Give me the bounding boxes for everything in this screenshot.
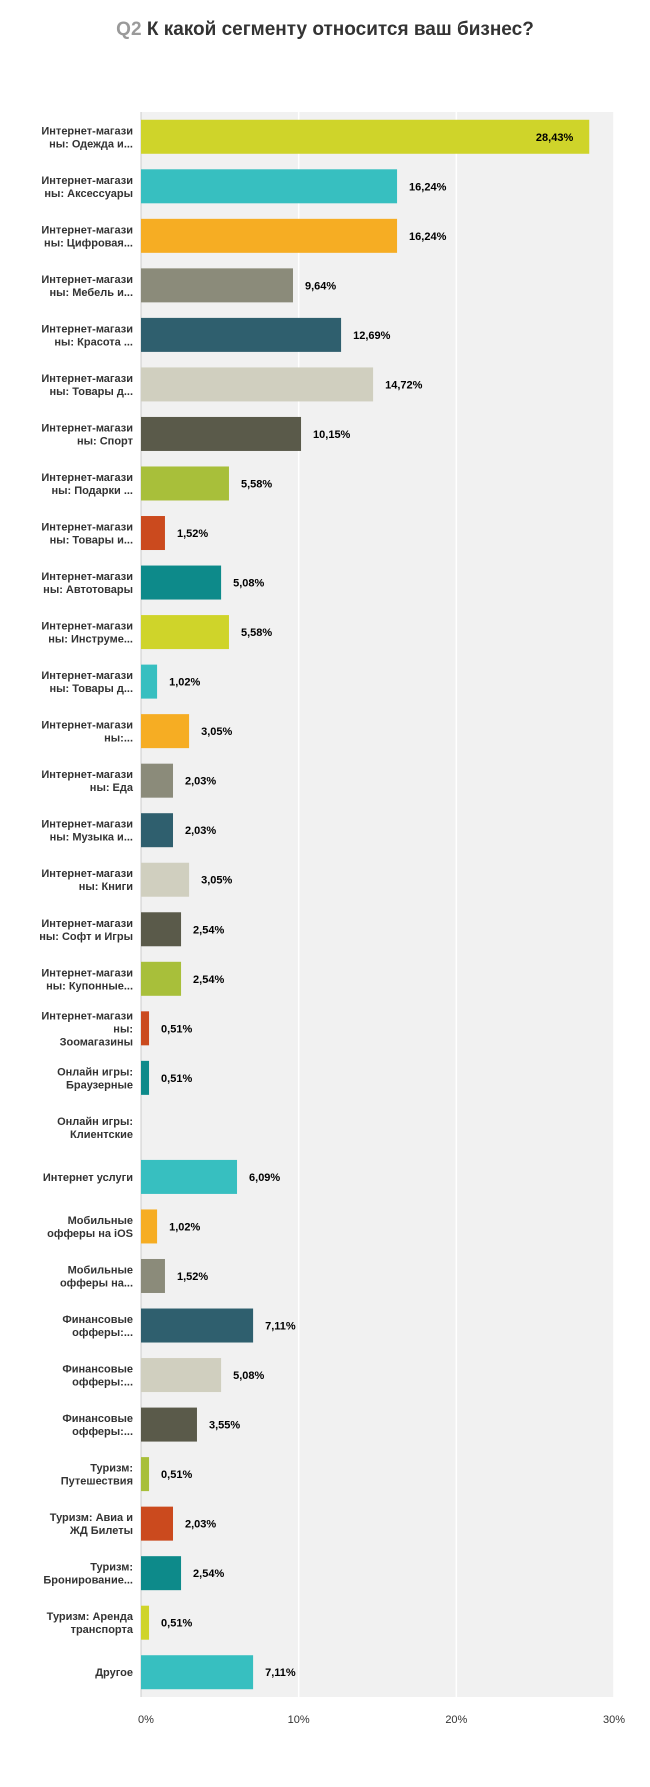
category-label-line: Интернет-магази [41, 868, 133, 881]
category-label-line: Мобильные [67, 1214, 133, 1227]
bar [141, 1209, 157, 1243]
bar-value-label: 1,52% [176, 528, 209, 541]
bar [141, 1556, 181, 1590]
bar-value-label: 0,51% [161, 1023, 193, 1036]
category-label-line: офферы на... [59, 1277, 133, 1290]
category-label-line: ны: Товары д... [49, 683, 133, 696]
category-label [41, 274, 133, 299]
category-label [41, 621, 133, 646]
category-label [61, 1463, 133, 1488]
bar-value-label: 16,24% [409, 181, 447, 194]
category-label [41, 769, 133, 794]
bar [141, 1160, 237, 1194]
bar-value-label: 2,54% [193, 924, 225, 937]
bar [141, 1259, 165, 1293]
category-label-line: транспорта [70, 1624, 133, 1637]
bar [141, 1358, 221, 1392]
bar [141, 417, 301, 451]
bar [141, 665, 157, 699]
bar-value-label: 5,08% [233, 1370, 265, 1383]
bar [141, 1309, 253, 1343]
category-label [39, 918, 133, 943]
category-label-line: ЖД Билеты [69, 1525, 133, 1538]
category-label [41, 472, 133, 497]
category-label [41, 868, 133, 893]
category-label-line: Бронирование... [43, 1574, 133, 1587]
category-label [62, 1314, 133, 1339]
category-label-line: Путешествия [60, 1475, 133, 1488]
bar-value-label: 2,03% [185, 775, 217, 788]
bar-value-label: 0,51% [161, 1072, 193, 1085]
bar-value-label: 7,11% [265, 1320, 296, 1333]
category-label [41, 224, 133, 249]
category-label [41, 373, 133, 398]
category-label-line: Интернет-магази [41, 1010, 133, 1023]
category-label-line: Клиентские [70, 1128, 133, 1141]
category-label-line: Интернет-магази [41, 273, 133, 286]
category-label-line: офферы на iOS [47, 1227, 133, 1240]
bar-value-label: 28,43% [535, 131, 574, 144]
category-label-line: Интернет-магази [41, 620, 133, 633]
bar [141, 912, 181, 946]
category-label [41, 522, 133, 547]
x-tick-label: 20% [445, 1714, 468, 1726]
bar [141, 1655, 253, 1689]
category-label-line: Интернет-магази [41, 224, 133, 237]
bar [141, 219, 397, 253]
category-label-line: Интернет-магази [41, 571, 133, 584]
bar-value-label: 6,09% [249, 1171, 281, 1184]
category-label [62, 1413, 133, 1438]
category-label [60, 1264, 133, 1289]
category-label-line: Мобильные [67, 1264, 133, 1277]
category-label [41, 1010, 133, 1048]
category-label-line: ны: Аксессуары [44, 187, 133, 200]
category-label-line: ны: Автотовары [43, 584, 133, 597]
category-label-line: Онлайн игры: [57, 1066, 133, 1079]
category-label-line: ны: Товары д... [49, 385, 133, 398]
category-label [57, 1066, 133, 1091]
category-label-line: Туризм: Авиа и [49, 1512, 133, 1525]
category-label-line: Другое [95, 1667, 133, 1680]
bar [141, 318, 341, 352]
bar [141, 466, 229, 500]
bar-value-label: 10,15% [313, 428, 351, 441]
bar-value-label: 3,05% [201, 874, 233, 887]
question-number: Q2 [116, 19, 142, 40]
x-tick-label: 10% [287, 1714, 310, 1726]
category-label [95, 1667, 133, 1679]
category-label-line: офферы:... [72, 1327, 133, 1340]
category-label-line: ны: Цифровая... [44, 237, 133, 250]
bar-value-label: 9,64% [304, 280, 337, 293]
category-label-line: ны: Товары и... [49, 534, 133, 547]
bar [141, 1061, 149, 1095]
category-label-line: ны: Музыка и... [49, 831, 133, 844]
category-label-line: Туризм: Аренда [46, 1611, 133, 1624]
bar [141, 863, 189, 897]
bar [141, 120, 589, 154]
category-label-line: Финансовые [62, 1363, 133, 1376]
category-label-line: офферы:... [72, 1426, 133, 1439]
bar [141, 1011, 149, 1045]
bar-value-label: 1,02% [169, 1221, 201, 1234]
bar [141, 516, 165, 550]
category-label-line: Интернет-магази [41, 422, 133, 435]
category-label-line: Зоомагазины [59, 1036, 133, 1049]
bar-value-label: 2,03% [185, 1518, 217, 1531]
bar-value-label: 2,54% [193, 973, 225, 986]
category-label-line: ны: Купонные... [46, 980, 133, 993]
bar-value-label: 14,72% [385, 379, 423, 392]
category-label-line: Интернет-магази [41, 323, 133, 336]
bar-value-label: 1,02% [169, 676, 201, 689]
question-text: К какой сегменту относится ваш бизнес? [146, 19, 534, 40]
category-label-line: ны: Инструме... [48, 633, 133, 646]
category-label-line: Браузерные [65, 1079, 133, 1092]
bar-value-label: 5,58% [240, 478, 273, 491]
category-label [41, 720, 133, 745]
bar-value-label: 2,03% [185, 825, 217, 838]
category-label-line: ны: Мебель и... [49, 286, 133, 299]
bar-value-label: 12,69% [353, 329, 391, 342]
bar [141, 367, 373, 401]
bar-value-label: 16,24% [409, 230, 447, 243]
category-label [41, 819, 133, 844]
bar [141, 1606, 149, 1640]
bar [141, 566, 221, 600]
category-label [43, 1172, 133, 1184]
category-label [41, 967, 133, 992]
category-label-line: ны: Еда [89, 782, 133, 795]
category-label-line: Интернет услуги [42, 1171, 133, 1184]
category-label-line: ны: Спорт [76, 435, 133, 448]
x-tick-label: 30% [602, 1714, 626, 1726]
category-label [41, 175, 133, 200]
category-label [41, 571, 133, 596]
category-label [41, 670, 133, 695]
bar [141, 1507, 173, 1541]
category-label-line: Интернет-магази [41, 967, 133, 980]
category-label-line: Интернет-магази [41, 174, 133, 187]
bar [141, 615, 229, 649]
category-label [57, 1116, 133, 1141]
category-label-line: Интернет-магази [41, 670, 133, 683]
bar [141, 714, 189, 748]
category-label [41, 323, 133, 348]
category-label-line: Онлайн игры: [57, 1115, 133, 1128]
category-label-line: Интернет-магази [41, 471, 133, 484]
bar [141, 813, 173, 847]
x-tick-label: 0% [138, 1714, 154, 1726]
category-label [43, 1562, 133, 1587]
category-label-line: Интернет-магази [41, 125, 133, 138]
category-label-line: ны: [113, 1023, 133, 1036]
category-label [41, 422, 133, 447]
category-label-line: Интернет-магази [41, 769, 133, 782]
category-label [41, 125, 133, 150]
bar-value-label: 3,55% [208, 1419, 241, 1432]
bar-value-label: 0,51% [161, 1617, 193, 1630]
bar-value-label: 1,52% [176, 1270, 209, 1283]
bar-value-label: 5,58% [240, 627, 273, 640]
category-label [47, 1611, 134, 1636]
bar-value-label: 2,54% [193, 1568, 225, 1581]
bar-value-label: 3,05% [201, 726, 233, 739]
category-label-line: Интернет-магази [41, 917, 133, 930]
category-label-line: ны: Книги [78, 881, 133, 894]
bar [141, 169, 397, 203]
bar [141, 268, 293, 302]
category-label [47, 1215, 133, 1240]
category-label-line: Финансовые [62, 1314, 133, 1327]
category-label-line: Туризм: [90, 1462, 133, 1475]
category-label-line: ны: Подарки ... [51, 484, 133, 497]
bar-value-label: 7,11% [265, 1667, 296, 1680]
category-label-line: Финансовые [62, 1413, 133, 1426]
bar-value-label: 0,51% [161, 1469, 193, 1482]
bar [141, 1408, 197, 1442]
category-label-line: ны: Софт и Игры [39, 930, 133, 943]
category-label-line: ны: Красота ... [54, 336, 133, 349]
category-label-line: Интернет-магази [41, 372, 133, 385]
bar [141, 1457, 149, 1491]
category-label [50, 1512, 133, 1537]
bar-value-label: 5,08% [233, 577, 265, 590]
category-label-line: офферы:... [72, 1376, 133, 1389]
bar [141, 962, 181, 996]
bar [141, 764, 173, 798]
category-label-line: Интернет-магази [41, 521, 133, 534]
category-label-line: ны: Одежда и... [49, 138, 133, 151]
category-label [62, 1364, 133, 1389]
category-label-line: Интернет-магази [41, 818, 133, 831]
category-label-line: ны:... [104, 732, 133, 745]
category-label-line: Интернет-магази [41, 719, 133, 732]
category-label-line: Туризм: [90, 1561, 133, 1574]
